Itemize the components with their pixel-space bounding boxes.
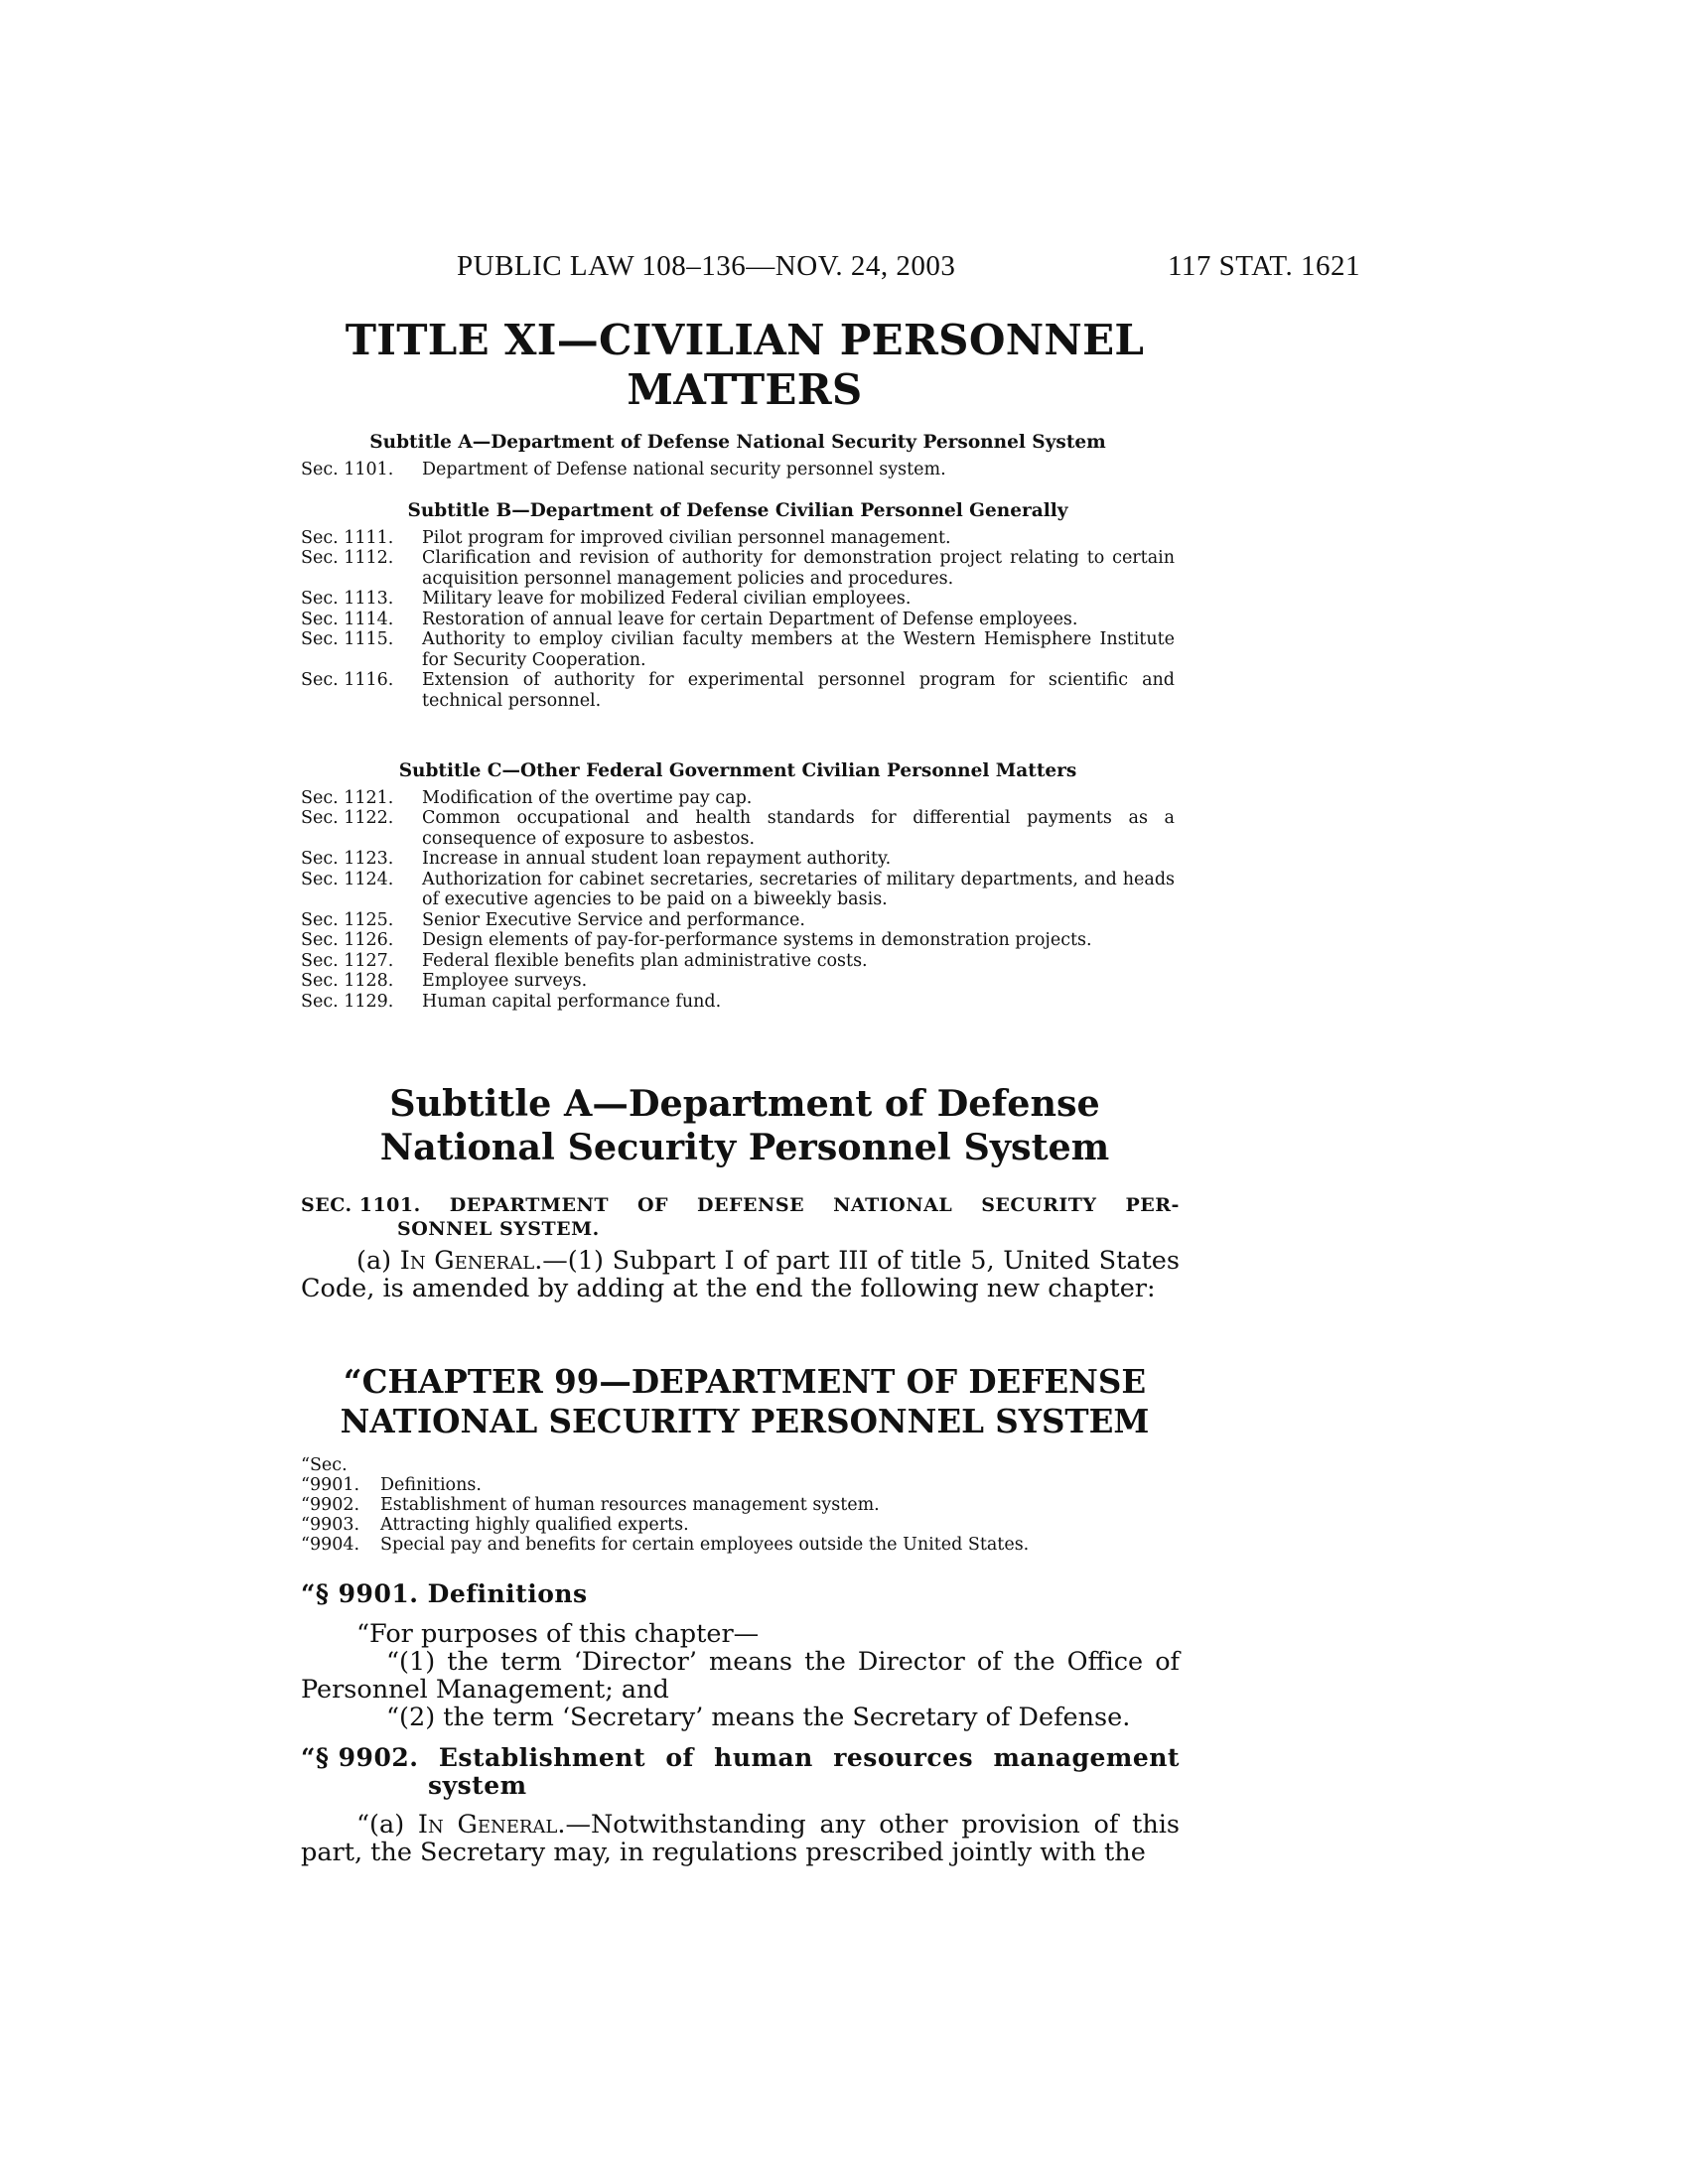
section-9901-intro: “For purposes of this chapter— bbox=[356, 1619, 760, 1649]
chapter-toc-sec-label: “Sec. bbox=[301, 1455, 348, 1475]
heading-word: human bbox=[714, 1743, 813, 1772]
toc-entry bbox=[301, 528, 1175, 549]
section-9902-heading bbox=[301, 1744, 1180, 1800]
heading-word: Establishment bbox=[438, 1743, 645, 1772]
toc-entry bbox=[301, 870, 1175, 910]
chapter-toc-title: Definitions. bbox=[380, 1475, 482, 1495]
toc-section-title: Authorization for cabinet secretaries, secretaries of military departments, and heads of executive agencies to be paid on a biweekly basis. bbox=[422, 869, 1175, 909]
chapter-99-heading bbox=[298, 1362, 1192, 1441]
toc-entry bbox=[301, 629, 1175, 670]
heading-word: OF bbox=[636, 1194, 669, 1216]
toc-section-number: Sec. 1129. bbox=[301, 991, 394, 1012]
public-law-citation: PUBLIC LAW 108–136—NOV. 24, 2003 bbox=[457, 250, 956, 282]
section-9901-item-2: “(2) the term ‘Secretary’ means the Secretary of Defense. bbox=[386, 1703, 1131, 1732]
chapter-toc-entry bbox=[301, 1515, 1195, 1535]
toc-section-title: Senior Executive Service and performance. bbox=[422, 909, 805, 930]
toc-section-number: Sec. 1114. bbox=[301, 609, 394, 629]
toc-entry bbox=[301, 910, 1175, 931]
chapter-toc-title: Establishment of human resources management system. bbox=[380, 1495, 880, 1515]
heading-word: “§ 9902. bbox=[301, 1743, 419, 1772]
toc-section-title: Human capital performance fund. bbox=[422, 991, 722, 1012]
toc-section-title: Federal flexible benefits plan administrative costs. bbox=[422, 950, 868, 971]
section-9901-heading: “§ 9901. Definitions bbox=[301, 1579, 588, 1608]
toc-section-number: Sec. 1113. bbox=[301, 589, 394, 609]
section-9902-paragraph-a bbox=[301, 1811, 1180, 1866]
toc-section-title: Authority to employ civilian faculty members at the Western Hemisphere Institute for Security Cooperation. bbox=[422, 629, 1175, 670]
toc-entry bbox=[301, 930, 1175, 951]
toc-entry bbox=[301, 971, 1175, 992]
toc-subtitle-heading: Subtitle A—Department of Defense National Security Personnel System bbox=[369, 432, 1106, 453]
toc-subtitle-heading: Subtitle B—Department of Defense Civilian Personnel Generally bbox=[407, 500, 1068, 521]
running-header bbox=[298, 250, 1390, 290]
toc-section-title: Common occupational and health standards for differential payments as a consequence of exposure to asbestos. bbox=[422, 808, 1175, 849]
section-1101-paragraph-a bbox=[301, 1247, 1180, 1302]
section-9901-body bbox=[301, 1620, 1180, 1731]
section-number: SEC. 1101. bbox=[301, 1194, 421, 1216]
heading-word: resources bbox=[833, 1743, 974, 1772]
toc-entry bbox=[301, 951, 1175, 972]
toc-entry bbox=[301, 992, 1175, 1013]
toc-section-title: Restoration of annual leave for certain Department of Defense employees. bbox=[422, 609, 1078, 629]
toc-section-number: Sec. 1127. bbox=[301, 950, 394, 971]
chapter-toc-entry bbox=[301, 1475, 1195, 1495]
paragraph-text: .—(1) Subpart I of part III of title 5, United States Code, is amended by adding at the end the following new chapter: bbox=[301, 1246, 1180, 1303]
subtitle-a-line-1: Subtitle A—Department of Defense bbox=[389, 1082, 1100, 1125]
toc-section-number: Sec. 1125. bbox=[301, 909, 394, 930]
toc-section-number: Sec. 1111. bbox=[301, 527, 394, 548]
toc-entry bbox=[301, 589, 1175, 610]
toc-subtitle-b bbox=[301, 501, 1175, 711]
chapter-toc-entry bbox=[301, 1535, 1195, 1555]
toc-subtitle-heading: Subtitle C—Other Federal Government Civilian Personnel Matters bbox=[398, 760, 1077, 781]
toc-entry bbox=[301, 808, 1175, 849]
chapter-toc-number: “9902. bbox=[301, 1495, 360, 1515]
title-heading bbox=[298, 316, 1192, 415]
toc-section-number: Sec. 1123. bbox=[301, 849, 394, 869]
toc-section-number: Sec. 1128. bbox=[301, 971, 394, 991]
paragraph-caption: In General bbox=[399, 1246, 535, 1276]
toc-section-title: Military leave for mobilized Federal civilian employees. bbox=[422, 589, 912, 609]
paragraph-prefix: (a) bbox=[356, 1246, 400, 1276]
toc-section-title: Pilot program for improved civilian personnel management. bbox=[422, 527, 951, 548]
toc-section-number: Sec. 1124. bbox=[301, 869, 394, 889]
paragraph-text: .—Notwithstanding any other provision of this part, the Secretary may, in regulations prescribed jointly with the bbox=[301, 1810, 1180, 1867]
chapter-line-2: NATIONAL SECURITY PERSONNEL SYSTEM bbox=[340, 1402, 1150, 1440]
section-1101-heading bbox=[301, 1193, 1180, 1241]
toc-entry bbox=[301, 849, 1175, 870]
toc-section-title: Clarification and revision of authority for demonstration project relating to certain acquisition personnel management policies and procedures. bbox=[422, 548, 1175, 589]
toc-section-title: Increase in annual student loan repayment authority. bbox=[422, 849, 892, 869]
heading-word: DEPARTMENT bbox=[449, 1194, 609, 1216]
toc-section-title: Extension of authority for experimental personnel program for scientific and technical personnel. bbox=[422, 670, 1175, 711]
toc-entry bbox=[301, 788, 1175, 809]
toc-entry bbox=[301, 460, 1175, 480]
chapter-toc-number: “9904. bbox=[301, 1535, 360, 1555]
toc-section-number: Sec. 1115. bbox=[301, 629, 394, 649]
heading-word: SECURITY bbox=[981, 1194, 1097, 1216]
title-line-2: MATTERS bbox=[627, 365, 863, 414]
statute-page-number: 117 STAT. 1621 bbox=[1168, 250, 1360, 282]
toc-subtitle-a bbox=[301, 433, 1175, 479]
toc-entry bbox=[301, 548, 1175, 589]
heading-word: management bbox=[993, 1743, 1180, 1772]
heading-continuation: SONNEL SYSTEM. bbox=[397, 1218, 600, 1240]
chapter-toc-number: “9903. bbox=[301, 1515, 360, 1535]
toc-section-number: Sec. 1126. bbox=[301, 930, 394, 950]
toc-section-title: Employee surveys. bbox=[422, 971, 588, 991]
heading-word: of bbox=[665, 1743, 694, 1772]
chapter-toc-entry bbox=[301, 1495, 1195, 1515]
toc-section-number: Sec. 1122. bbox=[301, 808, 394, 828]
toc-subtitle-c bbox=[301, 761, 1175, 1012]
chapter-table-of-contents bbox=[301, 1455, 1195, 1555]
paragraph-caption: In General bbox=[417, 1810, 558, 1840]
subtitle-a-line-2: National Security Personnel System bbox=[379, 1126, 1110, 1168]
toc-section-number: Sec. 1121. bbox=[301, 787, 394, 808]
paragraph-prefix: “(a) bbox=[356, 1810, 418, 1840]
heading-word: NATIONAL bbox=[833, 1194, 953, 1216]
toc-section-title: Department of Defense national security personnel system. bbox=[422, 459, 946, 479]
chapter-toc-title: Attracting highly qualified experts. bbox=[380, 1515, 689, 1535]
heading-continuation: system bbox=[428, 1771, 527, 1800]
title-line-1: TITLE XI—CIVILIAN PERSONNEL bbox=[345, 316, 1145, 364]
chapter-line-1: “CHAPTER 99—DEPARTMENT OF DEFENSE bbox=[343, 1362, 1147, 1401]
chapter-toc-number: “9901. bbox=[301, 1475, 360, 1495]
toc-entry bbox=[301, 670, 1175, 711]
chapter-toc-title: Special pay and benefits for certain employees outside the United States. bbox=[380, 1535, 1030, 1555]
subtitle-a-heading bbox=[298, 1082, 1192, 1169]
toc-section-title: Modification of the overtime pay cap. bbox=[422, 787, 753, 808]
heading-word: DEFENSE bbox=[697, 1194, 805, 1216]
toc-section-number: Sec. 1112. bbox=[301, 548, 394, 568]
toc-section-number: Sec. 1116. bbox=[301, 670, 394, 690]
toc-section-number: Sec. 1101. bbox=[301, 459, 394, 479]
toc-section-title: Design elements of pay-for-performance systems in demonstration projects. bbox=[422, 930, 1092, 950]
toc-entry bbox=[301, 610, 1175, 630]
heading-word: PER- bbox=[1125, 1194, 1180, 1216]
section-9901-item-1: “(1) the term ‘Director’ means the Director of the Office of Personnel Management; and bbox=[301, 1647, 1180, 1705]
